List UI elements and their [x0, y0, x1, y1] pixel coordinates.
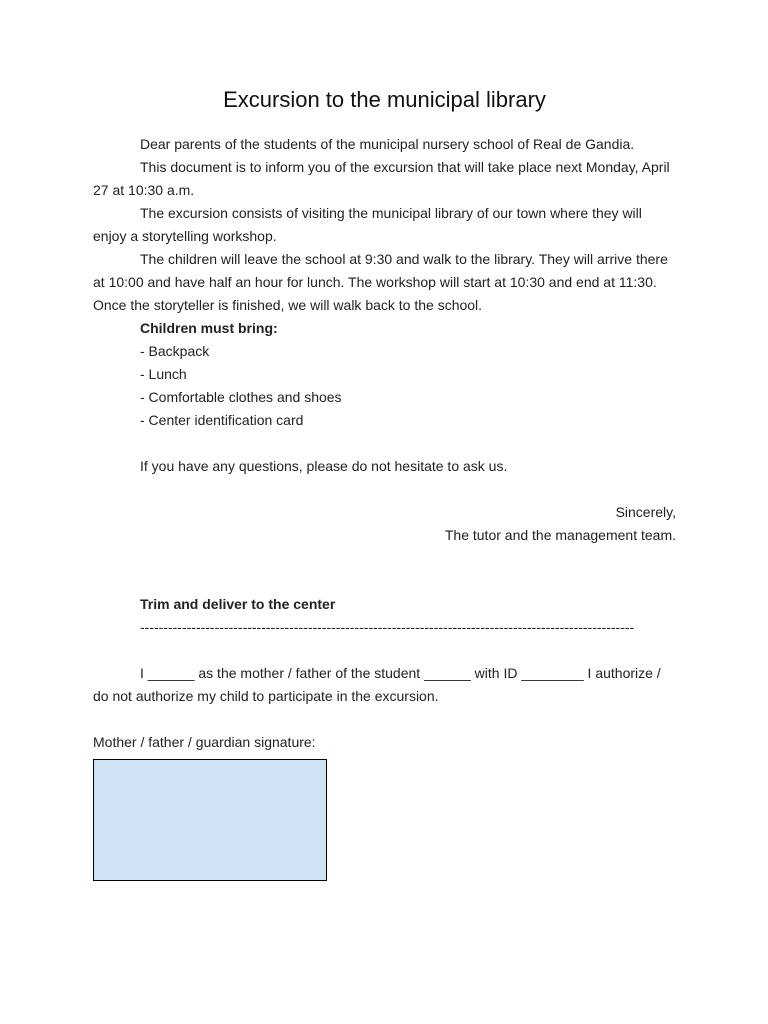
- signature-label: Mother / father / guardian signature:: [93, 734, 316, 750]
- signoff-line: The tutor and the management team.: [444, 527, 676, 543]
- bring-item: - Backpack: [140, 343, 210, 359]
- document-body: [93, 133, 676, 754]
- document-page: [93, 0, 676, 1024]
- spacer: [93, 432, 676, 455]
- authorization-paragraph: I ______ as the mother / father of the student ______ with ID ________ I authorize / do not authorize my child to participate in the excursion.: [93, 665, 661, 704]
- inform-paragraph: This document is to inform you of the excursion that will take place next Monday, April 27 at 10:30 a.m.: [93, 159, 670, 198]
- trim-heading: Trim and deliver to the center: [140, 596, 336, 612]
- spacer: [93, 570, 676, 593]
- schedule-paragraph: The children will leave the school at 9:30 and walk to the library. They will arrive there at 10:00 and have half an hour for lunch. The workshop will start at 10:30 and end at 11:30. Once the storyteller is finished, we will walk back to the school.: [93, 251, 668, 313]
- document-title: Excursion to the municipal library: [223, 87, 546, 112]
- spacer: [93, 708, 676, 731]
- bring-heading: Children must bring:: [140, 320, 278, 336]
- spacer: [93, 547, 676, 570]
- cut-line: ----------------------------------------------------------------------------------------------------------: [140, 619, 635, 635]
- excursion-description-paragraph: The excursion consists of visiting the municipal library of our town where they will enjoy a storytelling workshop.: [93, 205, 642, 244]
- greeting-paragraph: Dear parents of the students of the municipal nursery school of Real de Gandia.: [140, 136, 635, 152]
- signature-box[interactable]: [93, 759, 327, 881]
- bring-item: - Comfortable clothes and shoes: [140, 389, 342, 405]
- spacer: [93, 639, 676, 662]
- questions-paragraph: If you have any questions, please do not hesitate to ask us.: [140, 458, 508, 474]
- bring-item: - Center identification card: [140, 412, 304, 428]
- bring-item: - Lunch: [140, 366, 187, 382]
- closing-line: Sincerely,: [615, 504, 676, 520]
- spacer: [93, 478, 676, 501]
